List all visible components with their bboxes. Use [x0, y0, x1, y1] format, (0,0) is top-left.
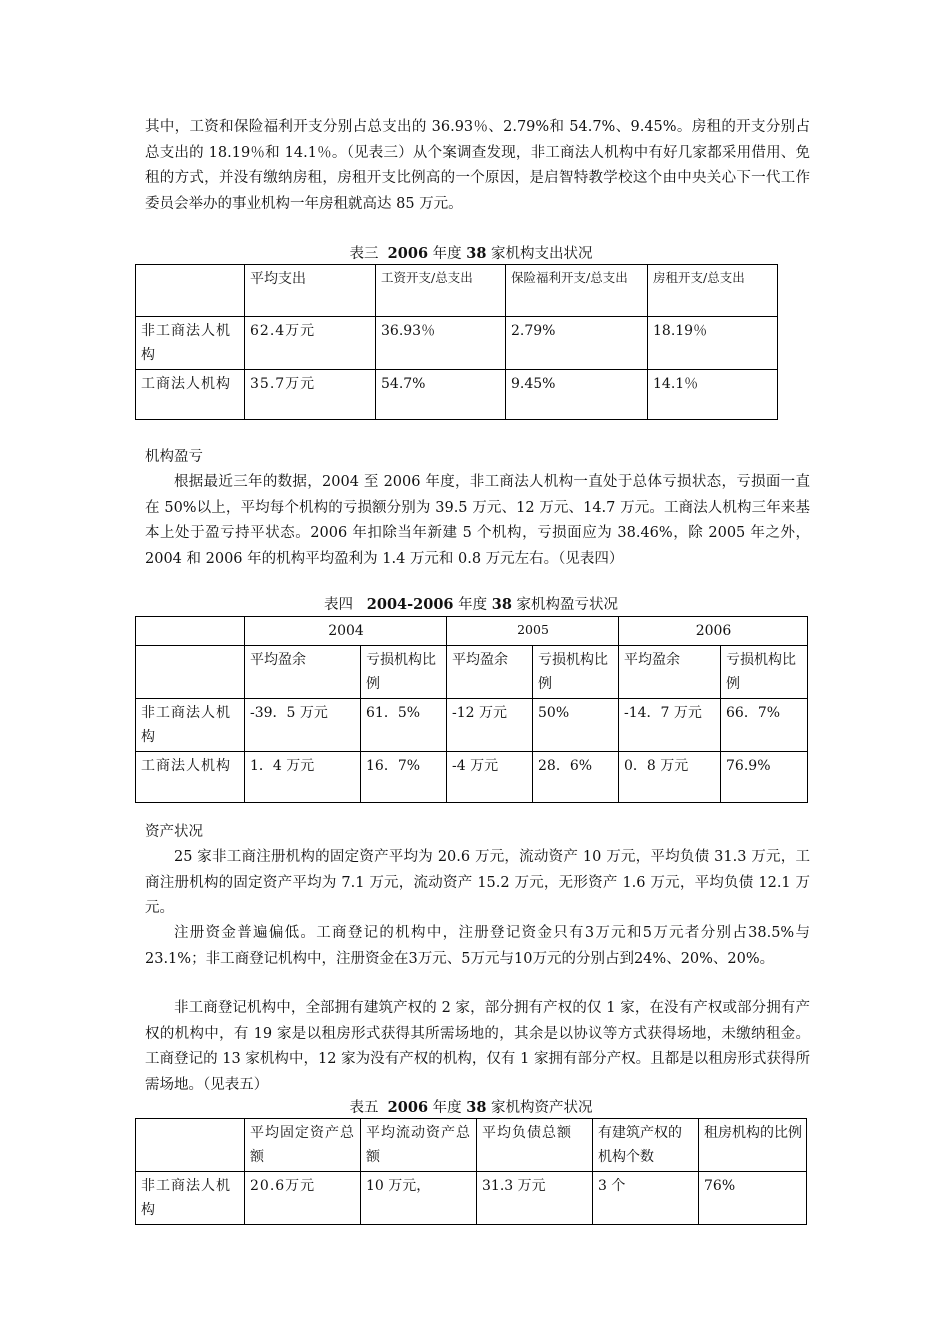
assets-paragraph-1: 25 家非工商注册机构的固定资产平均为 20.6 万元，流动资产 10 万元，平均负债 31.3 万元，工商注册机构的固定资产平均为 7.1 万元，流动资产 15.2 万元，无形资产 1.6 万元，平均负债 12.1 万元。	[145, 849, 810, 916]
table-header-row	[136, 1119, 807, 1172]
table-cell: 20.6万元	[245, 1172, 361, 1225]
table-cell: 有建筑产权的机构个数	[593, 1119, 699, 1172]
table4	[135, 616, 808, 803]
table-cell: 61．5%	[361, 699, 447, 752]
table-cell: 3 个	[593, 1172, 699, 1225]
table-cell: 租房机构的比例	[699, 1119, 807, 1172]
table-cell: 平均盈余	[245, 646, 361, 699]
table-cell: 0．8 万元	[619, 752, 721, 803]
table-year-cell: 2006	[619, 617, 808, 646]
table-year-cell: 2004	[245, 617, 447, 646]
table-cell	[136, 265, 245, 317]
table-row	[136, 317, 778, 370]
table-cell: 10 万元，	[361, 1172, 477, 1225]
table-cell	[136, 1119, 245, 1172]
table-row	[136, 699, 808, 752]
table-cell: -39．5 万元	[245, 699, 361, 752]
table-cell	[136, 646, 245, 699]
table-cell: 平均固定资产总额	[245, 1119, 361, 1172]
table-cell: 16．7%	[361, 752, 447, 803]
table-cell: 平均盈余	[447, 646, 533, 699]
table-cell: 亏损机构比例	[533, 646, 619, 699]
table-row	[136, 1172, 807, 1225]
section-heading-assets: 资产状况	[145, 824, 203, 840]
table-cell: 平均盈余	[619, 646, 721, 699]
table-cell: 亏损机构比例	[721, 646, 808, 699]
table3-caption: 表三 2006 年度 38 家机构支出状况	[349, 245, 593, 262]
table-cell: 平均负债总额	[477, 1119, 593, 1172]
table5	[135, 1118, 807, 1225]
table-cell: 18.19％	[648, 317, 778, 370]
table-cell: 62.4万元	[245, 317, 376, 370]
table-cell: 保险福利开支/总支出	[506, 265, 648, 317]
table-cell: -12 万元	[447, 699, 533, 752]
table3	[135, 264, 778, 420]
table-cell: 76.9%	[721, 752, 808, 803]
table-row	[136, 370, 778, 420]
table-cell: 36.93％	[376, 317, 506, 370]
table-cell: -14．7 万元	[619, 699, 721, 752]
table-cell: 非工商法人机构	[136, 699, 245, 752]
table5-caption: 表五 2006 年度 38 家机构资产状况	[349, 1099, 593, 1116]
table-cell: 66．7%	[721, 699, 808, 752]
table-cell: 工资开支/总支出	[376, 265, 506, 317]
table-cell: 35.7万元	[245, 370, 376, 420]
table-cell: 1．4 万元	[245, 752, 361, 803]
table-header-row	[136, 265, 778, 317]
profit-paragraph: 根据最近三年的数据，2004 至 2006 年度，非工商法人机构一直处于总体亏损状态，亏损面一直在 50%以上，平均每个机构的亏损额分别为 39.5 万元、12 万元、14.7 万元。工商法人机构三年来基本上处于盈亏持平状态。2006 年扣除当年新建 5 个机构，亏损面应为 38.46%，除 2005 年之外，2004 和 2006 年的机构平均盈利为 1.4 万元和 0.8 万元左右。（见表四）	[145, 474, 810, 567]
table-cell: -4 万元	[447, 752, 533, 803]
table-cell: 54.7%	[376, 370, 506, 420]
table-cell: 9.45%	[506, 370, 648, 420]
table-cell: 平均流动资产总额	[361, 1119, 477, 1172]
table-cell: 50%	[533, 699, 619, 752]
table-cell: 工商法人机构	[136, 370, 245, 420]
table-year-row	[136, 617, 808, 646]
table-cell: 76%	[699, 1172, 807, 1225]
table-cell: 房租开支/总支出	[648, 265, 778, 317]
table-row	[136, 752, 808, 803]
table-cell: 14.1％	[648, 370, 778, 420]
table-cell: 28．6%	[533, 752, 619, 803]
table-cell: 平均支出	[245, 265, 376, 317]
table4-caption: 表四 2004-2006 年度 38 家机构盈亏状况	[323, 596, 619, 613]
intro-paragraph: 其中，工资和保险福利开支分别占总支出的 36.93％、2.79%和 54.7%、9.45%。房租的开支分别占总支出的 18.19％和 14.1％。（见表三）从个案调查发现，非工商法人机构中有好几家都采用借用、免租的方式，并没有缴纳房租，房租开支比例高的一个原因，是启智特教学校这个由中央关心下一代工作委员会举办的事业机构一年房租就高达 85 万元。	[145, 119, 810, 212]
table-header-row	[136, 646, 808, 699]
table-cell: 非工商法人机构	[136, 1172, 245, 1225]
assets-paragraph-3: 非工商登记机构中，全部拥有建筑产权的 2 家，部分拥有产权的仅 1 家，在没有产权或部分拥有产权的机构中，有 19 家是以租房形式获得其所需场地的，其余是以协议等方式获得场地，未缴纳租金。工商登记的 13 家机构中，12 家为没有产权的机构，仅有 1 家拥有部分产权。且都是以租房形式获得所需场地。（见表五）	[145, 1000, 810, 1093]
assets-paragraph-2: 注册资金普遍偏低。工商登记的机构中，注册登记资金只有3万元和5万元者分别占38.5%与23.1%；非工商登记机构中，注册资金在3万元、5万元与10万元的分别占到24%、20%、20%。	[145, 925, 810, 967]
table-cell: 亏损机构比例	[361, 646, 447, 699]
section-heading-profit: 机构盈亏	[145, 449, 203, 465]
table-year-cell: 2005	[447, 617, 619, 646]
table-cell: 非工商法人机构	[136, 317, 245, 370]
table-cell: 31.3 万元	[477, 1172, 593, 1225]
table-cell: 工商法人机构	[136, 752, 245, 803]
table-cell: 2.79%	[506, 317, 648, 370]
table-cell	[136, 617, 245, 646]
